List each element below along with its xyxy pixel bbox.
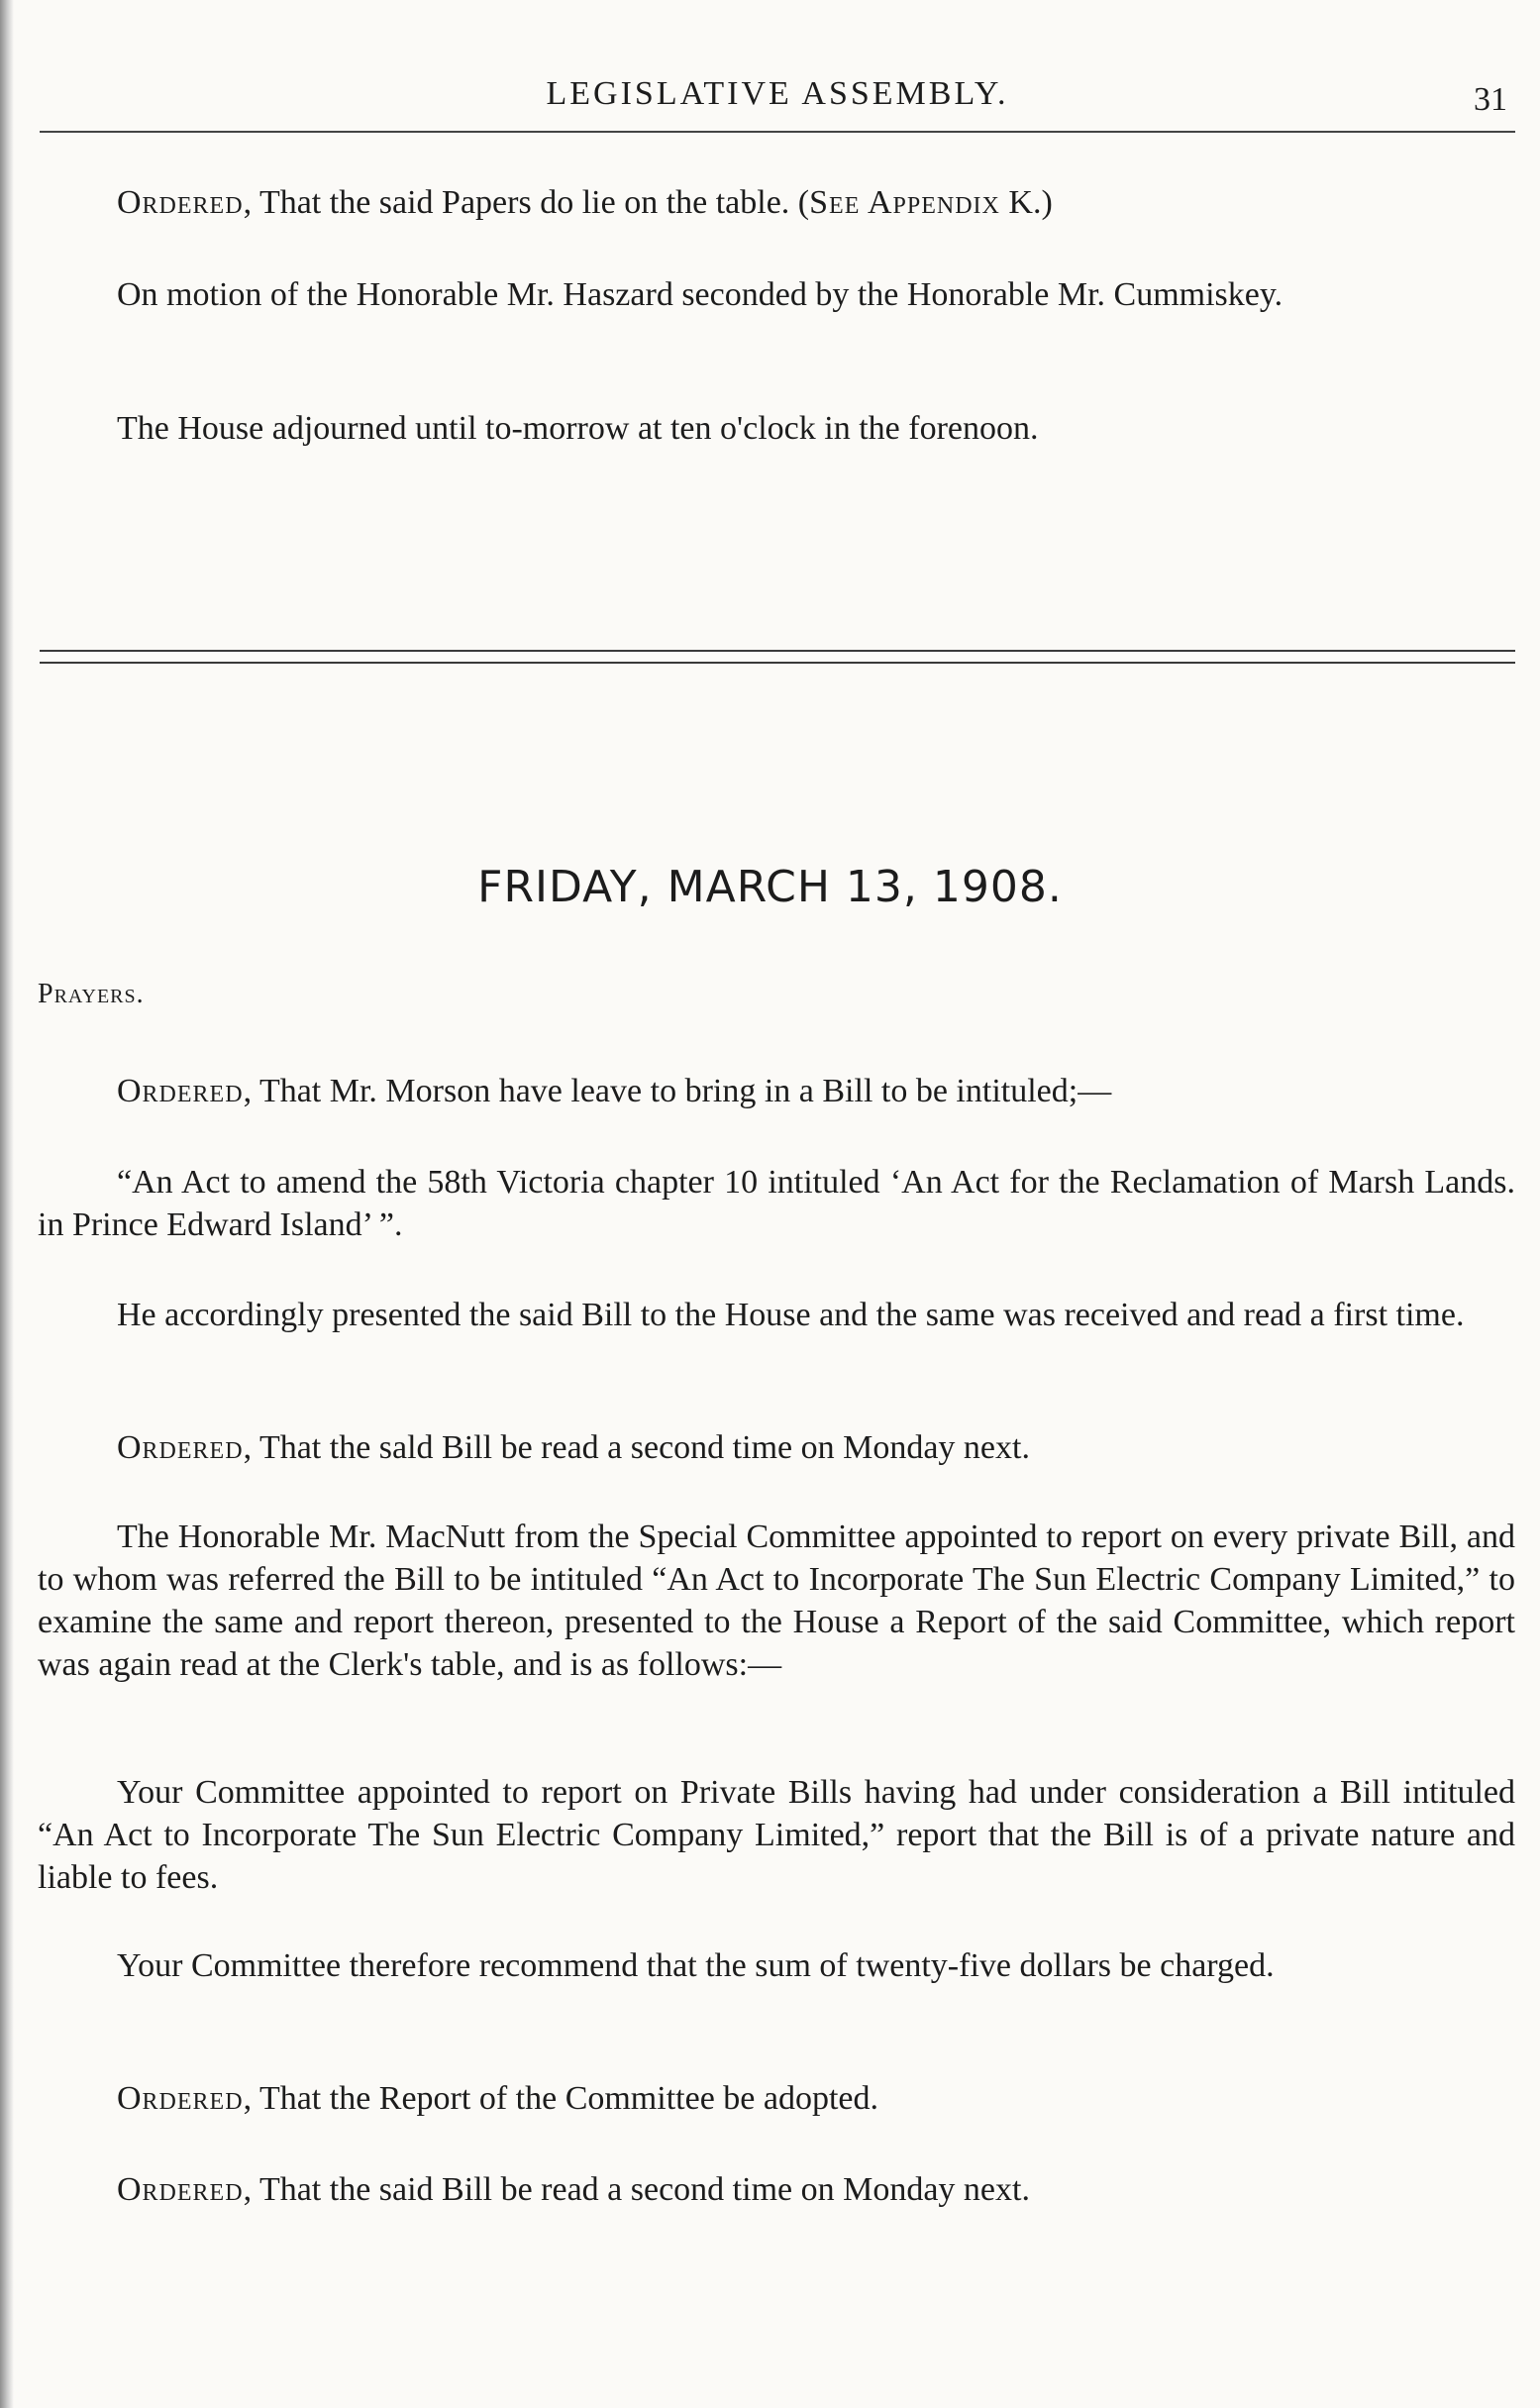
page-binding-edge [0, 0, 14, 2408]
paragraph-ordered-leave [38, 1070, 1515, 1112]
paragraph-papers-ordered [38, 181, 1515, 224]
paragraph-text: , That the sald Bill be read a second time on Monday next. [243, 1429, 1030, 1466]
page-number: 31 [1474, 81, 1507, 118]
ordered-label: Ordered [117, 1429, 244, 1466]
paragraph-act-title: “An Act to amend the 58th Victoria chapter 10 intituled ‘An Act for the Reclamation of Marsh Lands. in Prince Edward Island’ ”. [38, 1164, 1515, 1243]
paragraph-second-reading-1 [38, 1426, 1515, 1469]
date-heading: FRIDAY, MARCH 13, 1908. [477, 862, 1063, 912]
header-rule [40, 131, 1515, 133]
ordered-label: Ordered [117, 1073, 244, 1109]
paragraph-second-reading-2 [38, 2168, 1515, 2211]
paragraph-macnutt-report: The Honorable Mr. MacNutt from the Special Committee appointed to report on every private Bill, and to whom was referred the Bill to be intituled “An Act to Incorporate The Sun Electric Company Limited,” to examine the same and report thereon, presented to the House a Report of the said Committee, which report was again read at the Clerk's table, and is as follows:— [38, 1518, 1515, 1683]
section-double-rule [40, 650, 1515, 664]
ordered-label: Ordered [117, 2080, 244, 2117]
paragraph-bill-presented: He accordingly presented the said Bill to the House and the same was received and read a first time. [117, 1297, 1465, 1333]
paragraph-text: , That the Report of the Committee be adopted. [243, 2080, 878, 2117]
paragraph-fee: Your Committee therefore recommend that the sum of twenty-five dollars be charged. [117, 1947, 1275, 1984]
paragraph-motion-adjourn: On motion of the Honorable Mr. Haszard seconded by the Honorable Mr. Cummiskey. [117, 276, 1283, 313]
paragraph-text: , That the said Bill be read a second time on Monday next. [243, 2171, 1030, 2208]
appendix-letter: K.) [999, 184, 1053, 221]
see-appendix-label: See Appendix [809, 184, 1000, 221]
running-title: LEGISLATIVE ASSEMBLY. [546, 75, 1009, 112]
paragraph-report-adopted [38, 2077, 1515, 2120]
paragraph-text: , That the said Papers do lie on the table. ( [243, 184, 810, 221]
prayers-label: Prayers. [38, 979, 145, 1009]
ordered-label: Ordered [117, 184, 244, 221]
paragraph-committee-report: Your Committee appointed to report on Private Bills having had under consideration a Bill intituled “An Act to Incorporate The Sun Electric Company Limited,” report that the Bill is of a private nature and liable to fees. [38, 1774, 1515, 1896]
ordered-label: Ordered [117, 2171, 244, 2208]
paragraph-text: , That Mr. Morson have leave to bring in a Bill to be intituled;— [243, 1073, 1112, 1109]
running-header [40, 69, 1515, 129]
paragraph-house-adjourned: The House adjourned until to-morrow at ten o'clock in the forenoon. [117, 410, 1039, 447]
